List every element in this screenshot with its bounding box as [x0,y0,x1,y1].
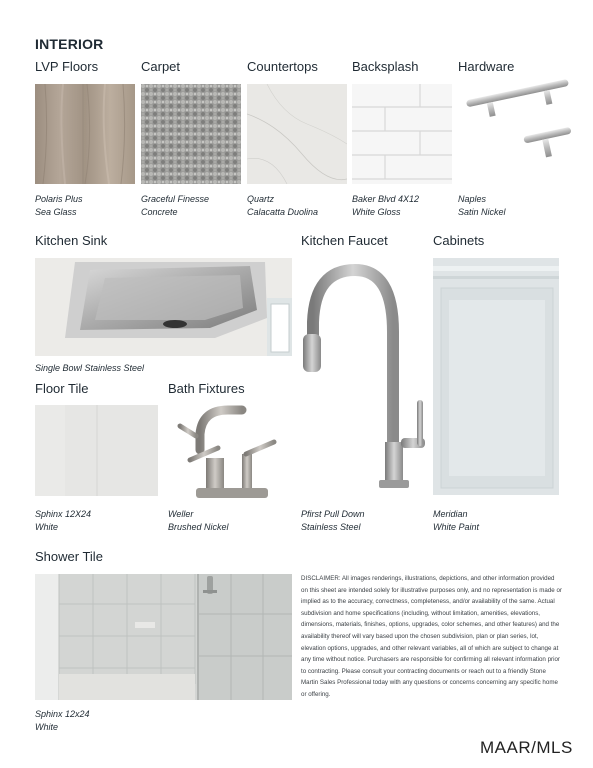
bath-fixtures-name: Weller [168,509,194,519]
lvp-floors-caption [35,193,83,219]
shower-tile-image [35,574,292,700]
floor-tile-caption [35,508,91,534]
cabinets-swatch [433,258,559,495]
page-title: INTERIOR [35,36,104,52]
cabinets-color: White Paint [433,522,480,532]
countertops-color: Calacatta Duolina [247,207,319,217]
kitchen-faucet-caption [301,508,365,534]
backsplash-swatch [352,84,452,184]
hardware-name: Naples [458,194,487,204]
bath-fixtures-caption [168,508,229,534]
hardware-color: Satin Nickel [458,207,506,217]
disclaimer-text: DISCLAIMER: All images renderings, illustrations, depictions, and other information provided on this sheet are intended solely for illustrative purposes only, and no representation is made or implied as to the accuracy, correctness, completeness, and/or availability of the same. Actual subdivision and home specifications (including, without limitation, amenities, elevations, dimensions, materials, finishes, options, upgrades, color schemes, and other features) and the availability thereof will vary based upon the chosen subdivision, plan or plan series, lot, elevation options, upgrades, and other relevant variables, all of which are subject to change at any time without notice. Purchasers are responsible for confirming all relevant information prior to contracting. Please consult your contracting documents or reach out to a friendly Stone Martin Sales Professional today with any questions or concerns concerning any specific home or offering. [301,575,562,698]
countertops-swatch [247,84,347,184]
shower-tile-name: Sphinx 12x24 [35,709,90,719]
backsplash-name: Baker Blvd 4X12 [352,194,420,204]
hardware-swatch [458,76,576,180]
countertops-caption [247,193,318,219]
shower-tile-heading: Shower Tile [35,549,103,564]
countertops-name: Quartz [247,194,275,204]
cabinets-name: Meridian [433,509,468,519]
backsplash-caption [352,193,419,219]
carpet-caption [141,193,209,219]
kitchen-faucet-name: Pfirst Pull Down [301,509,365,519]
countertops-heading: Countertops [247,59,318,74]
backsplash-color: White Gloss [352,207,401,217]
bath-fixtures-image [176,404,280,504]
floor-tile-swatch [35,405,158,496]
kitchen-faucet-image [295,262,430,494]
hardware-heading: Hardware [458,59,515,74]
kitchen-sink-heading: Kitchen Sink [35,233,108,248]
carpet-heading: Carpet [141,59,181,74]
floor-tile-name: Sphinx 12X24 [35,509,92,519]
hardware-caption [458,193,506,219]
lvp-floors-name: Polaris Plus [35,194,83,204]
kitchen-faucet-color: Stainless Steel [301,522,361,532]
cabinets-caption [433,508,479,534]
bath-fixtures-color: Brushed Nickel [168,522,229,532]
floor-tile-heading: Floor Tile [35,381,89,396]
mls-watermark: MAAR/MLS [480,738,573,757]
carpet-name: Graceful Finesse [141,194,210,204]
carpet-swatch [141,84,241,184]
cabinets-heading: Cabinets [433,233,485,248]
shower-tile-caption [35,708,90,734]
bath-fixtures-heading: Bath Fixtures [168,381,245,396]
floor-tile-color: White [35,522,59,532]
shower-tile-color: White [35,722,59,732]
lvp-floors-heading: LVP Floors [35,59,99,74]
carpet-color: Concrete [141,207,178,217]
kitchen-faucet-heading: Kitchen Faucet [301,233,388,248]
kitchen-sink-image [35,258,292,356]
kitchen-sink-caption: Single Bowl Stainless Steel [35,363,145,373]
backsplash-heading: Backsplash [352,59,419,74]
lvp-floors-color: Sea Glass [35,207,77,217]
lvp-floors-swatch [35,84,135,184]
